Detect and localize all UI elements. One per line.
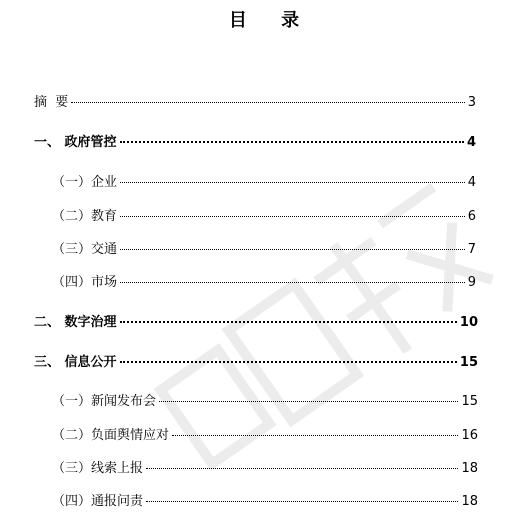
- page-title: 目 录: [228, 10, 314, 31]
- toc-entry-page: 18: [461, 494, 478, 509]
- toc-entry-page: 10: [459, 315, 478, 330]
- toc-leader-dots: [120, 216, 465, 217]
- toc-entry-page: 3: [467, 95, 476, 110]
- toc-entry-subsection[interactable]: [52, 457, 478, 476]
- toc-entry-label: （二）负面舆情应对: [52, 428, 170, 443]
- toc-leader-dots: [159, 401, 458, 402]
- toc-leader-dots: [146, 501, 458, 502]
- toc-entry-section-3[interactable]: [34, 351, 478, 370]
- toc-entry-subsection[interactable]: [52, 490, 478, 509]
- toc-entry-subsection[interactable]: [52, 424, 478, 443]
- toc-entry-page: 15: [459, 355, 478, 370]
- toc-entry-label: （三）交通: [52, 242, 118, 257]
- toc-entry-label: （一）企业: [52, 175, 118, 190]
- toc-entry-label: 二、 数字治理: [34, 315, 117, 330]
- toc-leader-dots: [120, 282, 465, 283]
- toc-entry-section-1[interactable]: [34, 131, 476, 150]
- toc-entry-label: （一）新闻发布会: [52, 394, 157, 409]
- toc-entry-abstract[interactable]: [34, 91, 476, 110]
- toc-entry-label: （二）教育: [52, 209, 118, 224]
- toc-leader-dots: [71, 102, 464, 103]
- toc-entry-page: 18: [461, 461, 478, 476]
- toc-entry-subsection[interactable]: [52, 390, 478, 409]
- toc-entry-page: 6: [467, 209, 476, 224]
- toc-leader-dots: [120, 321, 457, 323]
- toc-entry-page: 4: [467, 175, 476, 190]
- toc-entry-subsection[interactable]: [52, 171, 476, 190]
- toc-entry-page: 9: [467, 275, 476, 290]
- toc-entry-label: 摘 要: [34, 95, 69, 110]
- toc-entry-page: 15: [461, 394, 478, 409]
- toc-leader-dots: [172, 435, 458, 436]
- toc-leader-dots: [120, 249, 465, 250]
- toc-leader-dots: [120, 361, 457, 363]
- toc-entry-page: 7: [467, 242, 476, 257]
- toc-entry-label: 一、 政府管控: [34, 135, 117, 150]
- toc-entry-page: 4: [466, 135, 476, 150]
- toc-entry-label: 三、 信息公开: [34, 355, 117, 370]
- toc-entry-label: （四）市场: [52, 275, 118, 290]
- toc-entry-label: （四）通报问责: [52, 494, 144, 509]
- toc-entry-label: （三）线索上报: [52, 461, 144, 476]
- toc-leader-dots: [120, 182, 465, 183]
- toc-entry-page: 16: [461, 428, 478, 443]
- toc-entry-section-2[interactable]: [34, 311, 478, 330]
- toc-leader-dots: [120, 141, 464, 143]
- toc-entry-subsection[interactable]: [52, 271, 476, 290]
- toc-entry-subsection[interactable]: [52, 238, 476, 257]
- toc-entry-subsection[interactable]: [52, 205, 476, 224]
- toc-leader-dots: [146, 468, 458, 469]
